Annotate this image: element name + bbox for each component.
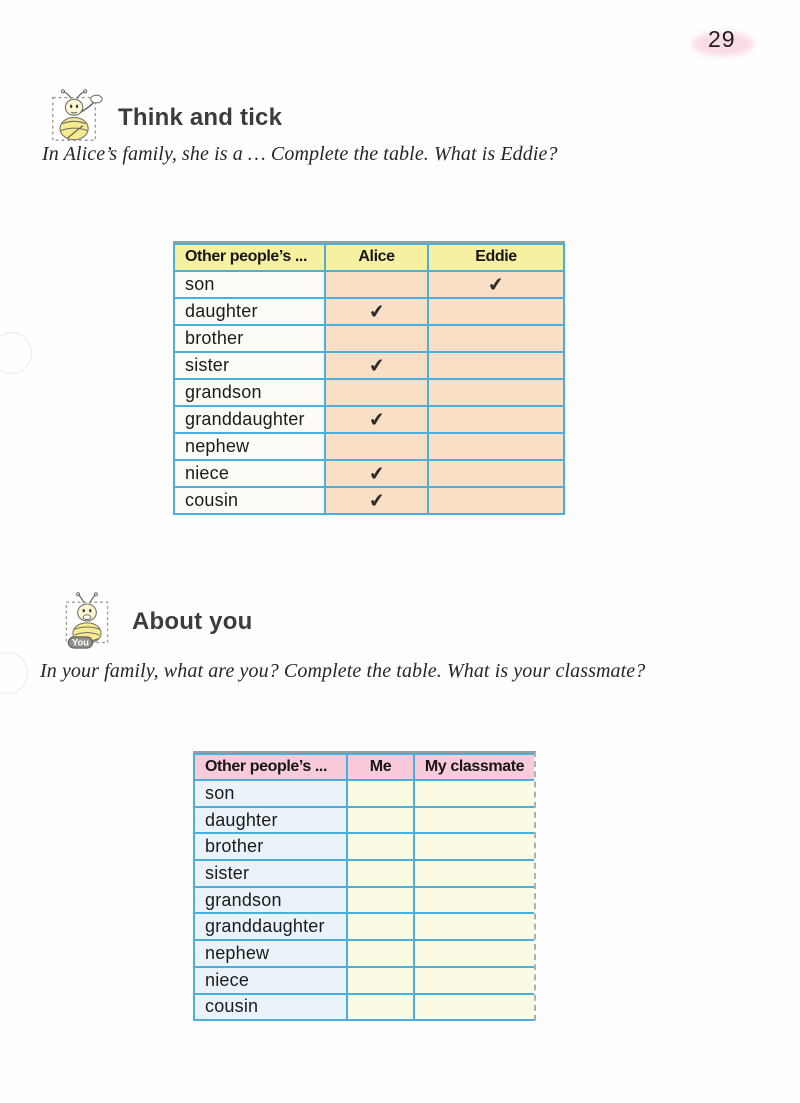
checkmark: ✔ [367, 353, 386, 378]
check-cell-alice-nephew[interactable] [325, 433, 428, 460]
answer-cell-me-granddaughter[interactable] [347, 913, 414, 940]
about-you-table [193, 751, 536, 1021]
check-cell-alice-granddaughter[interactable] [325, 406, 428, 433]
answer-cell-me-niece[interactable] [347, 967, 414, 994]
checkmark: ✔ [367, 488, 386, 513]
about-you-bee-icon [56, 590, 118, 650]
row-label: brother [194, 833, 347, 860]
thinking-bee-icon [46, 86, 108, 146]
answer-cell-classmate-cousin[interactable] [414, 994, 534, 1021]
column-header-eddie: Eddie [428, 244, 564, 271]
answer-cell-classmate-grandson[interactable] [414, 887, 534, 914]
table-row-cousin [194, 994, 534, 1021]
table-header-row [194, 754, 534, 780]
binder-hole-artifact [0, 332, 32, 374]
row-label: daughter [174, 298, 325, 325]
table-row-daughter [194, 807, 534, 834]
column-header-my-classmate: My classmate [414, 754, 534, 780]
table-row-son [174, 271, 564, 298]
table-header-row [174, 244, 564, 271]
table-row-brother [174, 325, 564, 352]
row-label: cousin [174, 487, 325, 514]
answer-cell-me-grandson[interactable] [347, 887, 414, 914]
row-label: nephew [174, 433, 325, 460]
checkmark: ✔ [486, 272, 506, 297]
table-row-granddaughter [174, 406, 564, 433]
table-row-daughter [174, 298, 564, 325]
check-cell-alice-son[interactable] [325, 271, 428, 298]
table-row-niece [194, 967, 534, 994]
row-label: cousin [194, 994, 347, 1021]
answer-cell-classmate-daughter[interactable] [414, 807, 534, 834]
answer-cell-classmate-son[interactable] [414, 780, 534, 807]
table-row-sister [194, 860, 534, 887]
table-row-brother [194, 833, 534, 860]
check-cell-eddie-grandson[interactable] [428, 379, 564, 406]
row-label: grandson [194, 887, 347, 914]
check-cell-eddie-nephew[interactable] [428, 433, 564, 460]
answer-cell-me-son[interactable] [347, 780, 414, 807]
row-label: son [174, 271, 325, 298]
row-label: granddaughter [174, 406, 325, 433]
answer-cell-me-sister[interactable] [347, 860, 414, 887]
answer-cell-classmate-nephew[interactable] [414, 940, 534, 967]
section-title: Think and tick [118, 104, 283, 131]
answer-cell-classmate-niece[interactable] [414, 967, 534, 994]
table-row-granddaughter [194, 913, 534, 940]
page-number: 29 [708, 26, 736, 52]
column-header-alice: Alice [325, 244, 428, 271]
checkmark: ✔ [367, 299, 386, 324]
column-header-other-peoples: Other people’s ... [174, 244, 325, 271]
check-cell-eddie-sister[interactable] [428, 352, 564, 379]
section-title: About you [132, 608, 253, 635]
check-cell-eddie-granddaughter[interactable] [428, 406, 564, 433]
exercise-instruction: In your family, what are you? Complete the table. What is your classmate? [40, 660, 646, 682]
answer-cell-classmate-brother[interactable] [414, 833, 534, 860]
row-label: nephew [194, 940, 347, 967]
answer-cell-me-brother[interactable] [347, 833, 414, 860]
check-cell-alice-sister[interactable] [325, 352, 428, 379]
answer-cell-classmate-granddaughter[interactable] [414, 913, 534, 940]
you-badge-label: You [71, 637, 89, 648]
column-header-me: Me [347, 754, 414, 780]
answer-cell-me-cousin[interactable] [347, 994, 414, 1021]
page-number-area [692, 24, 756, 58]
exercise-instruction: In Alice’s family, she is a … Complete the table. What is Eddie? [42, 143, 558, 165]
check-cell-alice-niece[interactable] [325, 460, 428, 487]
table-row-grandson [194, 887, 534, 914]
row-label: brother [174, 325, 325, 352]
table-row-cousin [174, 487, 564, 514]
answer-cell-classmate-sister[interactable] [414, 860, 534, 887]
check-cell-eddie-brother[interactable] [428, 325, 564, 352]
section-think-and-tick-header [46, 86, 282, 146]
table-row-son [194, 780, 534, 807]
check-cell-eddie-niece[interactable] [428, 460, 564, 487]
table-row-nephew [194, 940, 534, 967]
row-label: son [194, 780, 347, 807]
table-row-sister [174, 352, 564, 379]
section-about-you-header [56, 590, 252, 650]
table-row-grandson [174, 379, 564, 406]
check-cell-alice-daughter[interactable] [325, 298, 428, 325]
binder-hole-artifact [0, 652, 28, 694]
checkmark: ✔ [367, 461, 386, 486]
check-cell-eddie-cousin[interactable] [428, 487, 564, 514]
answer-cell-me-nephew[interactable] [347, 940, 414, 967]
check-cell-eddie-daughter[interactable] [428, 298, 564, 325]
row-label: grandson [174, 379, 325, 406]
check-cell-eddie-son[interactable] [428, 271, 564, 298]
table-row-nephew [174, 433, 564, 460]
check-cell-alice-grandson[interactable] [325, 379, 428, 406]
row-label: sister [194, 860, 347, 887]
check-cell-alice-brother[interactable] [325, 325, 428, 352]
row-label: granddaughter [194, 913, 347, 940]
answer-cell-me-daughter[interactable] [347, 807, 414, 834]
think-and-tick-table [173, 241, 565, 515]
checkmark: ✔ [367, 407, 386, 432]
row-label: sister [174, 352, 325, 379]
column-header-other-peoples: Other people’s ... [194, 754, 347, 780]
row-label: daughter [194, 807, 347, 834]
row-label: niece [194, 967, 347, 994]
check-cell-alice-cousin[interactable] [325, 487, 428, 514]
table-row-niece [174, 460, 564, 487]
row-label: niece [174, 460, 325, 487]
